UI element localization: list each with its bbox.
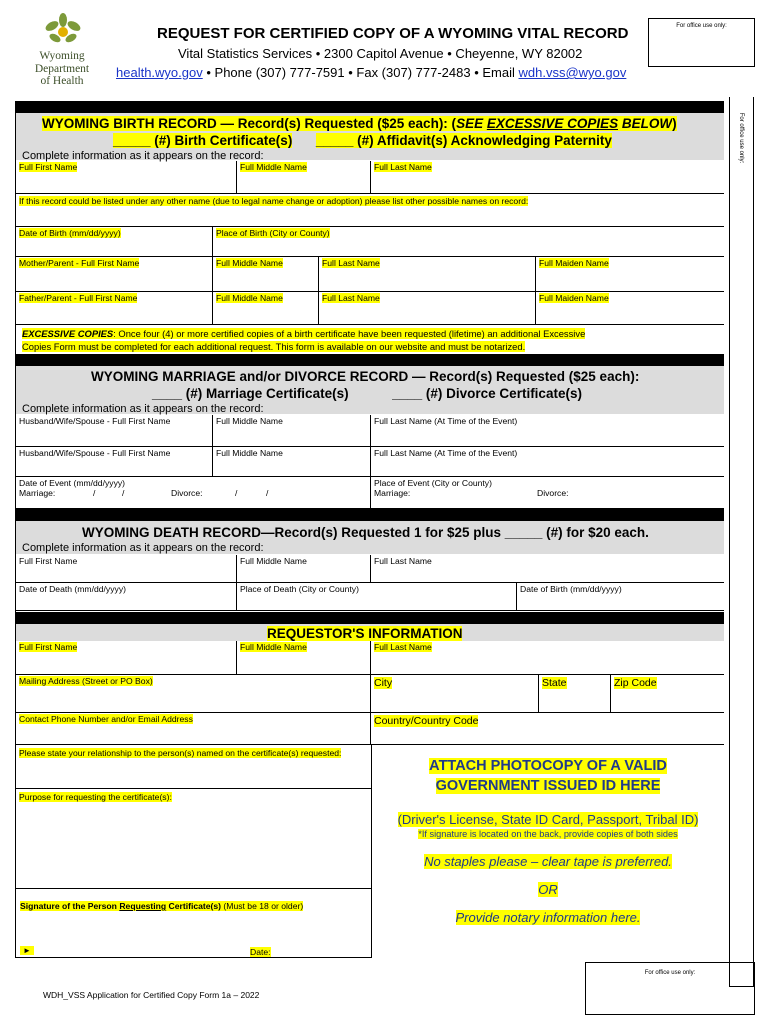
id-types: (Driver's License, State ID Card, Passport, Tribal ID) [397,812,699,828]
page-title: REQUEST FOR CERTIFIED COPY OF A WYOMING VITAL RECORD [157,25,629,42]
birth-title-a: WYOMING BIRTH RECORD — Record(s) Requested ($25 each): ( [42,116,457,131]
spouse1-last-field[interactable] [371,415,724,447]
office-use-box-bottom [585,962,755,1015]
marriage-line2 [152,386,582,401]
death-title: WYOMING DEATH RECORD—Record(s) Requested 1 for $25 plus _____ (#) for $20 each. [82,525,649,540]
staples-note: No staples please – clear tape is preferred. [424,854,672,870]
org-line2: Department [34,62,90,75]
req-contact-label: Contact Phone Number and/or Email Address [19,714,193,724]
event-place-marriage-label: Marriage: [374,487,411,498]
marriage-title: WYOMING MARRIAGE and/or DIVORCE RECORD — Record(s) Requested ($25 each): [91,369,640,384]
signature-arrow-icon: ► [20,946,34,955]
header-address: Vital Statistics Services • 2300 Capitol Avenue • Cheyenne, WY 82002 [178,46,583,61]
id-attach-area [372,757,724,925]
mother-last-label: Full Last Name [322,258,380,268]
office-use-side-column [729,97,754,987]
event-place-divorce-label: Divorce: [537,487,569,498]
birth-cert-count: _____ (#) Birth Certificate(s) [113,133,293,148]
req-state-field[interactable] [539,675,611,713]
birth-dob-field[interactable] [16,227,213,257]
event-place-label: Place of Event (City or County) [374,478,492,488]
req-signature-label [20,901,303,911]
req-middle-label: Full Middle Name [240,642,307,652]
death-top-bar [15,509,724,521]
birth-pob-field[interactable] [213,227,724,257]
back-note: *If signature is located on the back, provide copies of both sides [418,829,678,840]
req-purpose-field[interactable] [16,789,371,889]
org-line3: of Health [40,75,84,88]
excess-text2: Copies Form must be completed for each additional request. This form is available on our website and must be notarized. [22,340,526,352]
req-first-field[interactable] [16,641,237,675]
attach-line2: GOVERNMENT ISSUED ID HERE [435,777,661,794]
birth-dob-label: Date of Birth (mm/dd/yyyy) [19,228,121,238]
birth-title-excess: EXCESSIVE COPIES [486,116,619,131]
req-city-field[interactable] [371,675,539,713]
event-date-slash3: / [235,487,238,498]
req-mailing-label: Mailing Address (Street or PO Box) [19,676,153,686]
sig-a: Signature of the Person [20,901,120,911]
spouse1-last-label: Full Last Name (At Time of the Event) [374,416,518,426]
mother-first-field[interactable] [16,257,213,292]
father-first-label: Father/Parent - Full First Name [19,293,138,303]
form-id: WDH_VSS Application for Certified Copy Form 1a – 2022 [43,990,260,1000]
spouse2-middle-field[interactable] [213,447,371,477]
req-middle-field[interactable] [237,641,371,675]
divorce-cert-count: ____ (#) Divorce Certificate(s) [392,386,582,401]
death-last-field[interactable] [371,555,724,583]
birth-title [42,116,677,131]
event-date-slash1: / [93,487,96,498]
excessive-copies-note [22,328,722,353]
death-dod-label: Date of Death (mm/dd/yyyy) [19,584,126,594]
birth-title-end: ) [672,116,677,131]
birth-top-bar [15,101,724,113]
birth-pob-label: Place of Birth (City or County) [216,228,330,238]
req-relationship-label: Please state your relationship to the person(s) named on the certificate(s) requested: [19,748,342,758]
birth-line2 [113,133,612,148]
paternity-affidavit-count: _____ (#) Affidavit(s) Acknowledging Paternity [315,133,612,148]
spouse1-middle-label: Full Middle Name [216,416,283,426]
email-link[interactable]: wdh.vss@wyo.gov [518,65,627,80]
father-middle-label: Full Middle Name [216,293,283,303]
req-mailing-field[interactable] [16,675,371,713]
death-pod-label: Place of Death (City or County) [240,584,359,594]
father-last-label: Full Last Name [322,293,380,303]
or-label: OR [538,882,558,898]
spouse1-first-field[interactable] [16,415,213,447]
marriage-top-bar [15,354,724,366]
death-first-field[interactable] [16,555,237,583]
father-maiden-field[interactable] [536,292,724,325]
requestor-title [267,626,462,641]
req-country-label: Country/Country Code [374,715,479,727]
mother-middle-label: Full Middle Name [216,258,283,268]
sig-b: Certificate(s) [166,901,222,911]
spouse2-first-label: Husband/Wife/Spouse - Full First Name [19,448,171,458]
death-dod-field[interactable] [16,583,237,611]
death-pod-field[interactable] [237,583,517,611]
mother-maiden-label: Full Maiden Name [539,258,609,268]
req-signature-field[interactable] [16,889,371,958]
req-purpose-label: Purpose for requesting the certificate(s): [19,792,172,802]
wdh-logo [38,12,88,48]
phone-fax: • Phone (307) 777-7591 • Fax (307) 777-2483 • Email [206,65,515,80]
event-date-slash4: / [266,487,269,498]
birth-complete-note: Complete information as it appears on the record: [22,150,264,162]
website-link[interactable]: health.wyo.gov [116,65,203,80]
flower-logo-icon [38,12,88,48]
birth-first-name-field[interactable] [16,161,237,194]
attach-line1: ATTACH PHOTOCOPY OF A VALID [429,758,667,774]
spouse2-first-field[interactable] [16,447,213,477]
header-contact-line [116,65,626,80]
req-country-field[interactable] [371,713,724,745]
birth-first-label: Full First Name [19,162,78,172]
mother-middle-field[interactable] [213,257,319,292]
req-city-label: City [374,677,393,689]
death-complete-note: Complete information as it appears on the record: [22,542,264,554]
req-relationship-field[interactable] [16,745,371,789]
requestor-title-text: REQUESTOR'S INFORMATION [267,626,463,641]
notary-note: Provide notary information here. [455,910,641,926]
event-place-field[interactable] [371,477,724,509]
birth-title-below: BELOW [618,116,673,131]
father-first-field[interactable] [16,292,213,325]
spouse2-last-label: Full Last Name (At Time of the Event) [374,448,518,458]
death-last-label: Full Last Name [374,556,432,566]
spouse1-middle-field[interactable] [213,415,371,447]
office-use-box-top [648,18,755,67]
office-use-label-top: For office use only: [676,23,727,29]
birth-other-names-field[interactable] [16,194,724,227]
birth-other-names-label: If this record could be listed under any other name (due to legal name change or adoption) please list other possible names on record: [19,196,529,206]
death-dob-field[interactable] [517,583,724,611]
org-name [22,50,102,88]
mother-last-field[interactable] [319,257,536,292]
birth-title-see: SEE [456,116,487,131]
requestor-top-bar [15,612,724,624]
req-last-label: Full Last Name [374,642,432,652]
mother-maiden-field[interactable] [536,257,724,292]
birth-middle-name-field[interactable] [237,161,371,194]
req-last-field[interactable] [371,641,724,675]
excess-text: : Once four (4) or more certified copies of a birth certificate have been requested (lifetime) an additional Excessive [113,328,586,339]
req-state-label: State [542,677,567,689]
death-middle-field[interactable] [237,555,371,583]
office-use-side-label: For office use only: [738,112,744,164]
father-middle-field[interactable] [213,292,319,325]
death-first-label: Full First Name [19,556,78,566]
event-date-label: Date of Event (mm/dd/yyyy) [19,478,126,488]
event-date-marriage-label: Marriage: [19,487,56,498]
req-zip-label: Zip Code [614,677,657,689]
req-zip-field[interactable] [611,675,724,713]
req-first-label: Full First Name [19,642,78,652]
event-date-divorce-label: Divorce: [171,487,203,498]
spouse1-first-label: Husband/Wife/Spouse - Full First Name [19,416,171,426]
req-contact-field[interactable] [16,713,371,745]
spouse2-last-field[interactable] [371,447,724,477]
birth-last-label: Full Last Name [374,162,432,172]
sig-c: (Must be 18 or older) [221,901,304,911]
org-line1: Wyoming [39,50,85,62]
birth-last-name-field[interactable] [371,161,724,194]
office-use-label-bottom: For office use only: [644,970,696,976]
father-last-field[interactable] [319,292,536,325]
birth-middle-label: Full Middle Name [240,162,307,172]
death-dob-label: Date of Birth (mm/dd/yyyy) [520,584,622,594]
father-maiden-label: Full Maiden Name [539,293,609,303]
event-date-slash2: / [122,487,125,498]
excess-label: EXCESSIVE COPIES [22,328,114,339]
marriage-cert-count: ____ (#) Marriage Certificate(s) [152,386,349,401]
mother-first-label: Mother/Parent - Full First Name [19,258,140,268]
req-date-label: Date: [250,947,271,957]
marriage-complete-note: Complete information as it appears on the record: [22,403,264,415]
death-middle-label: Full Middle Name [240,556,307,566]
spouse2-middle-label: Full Middle Name [216,448,283,458]
event-date-field[interactable] [16,477,371,509]
sig-u: Requesting [119,901,167,911]
